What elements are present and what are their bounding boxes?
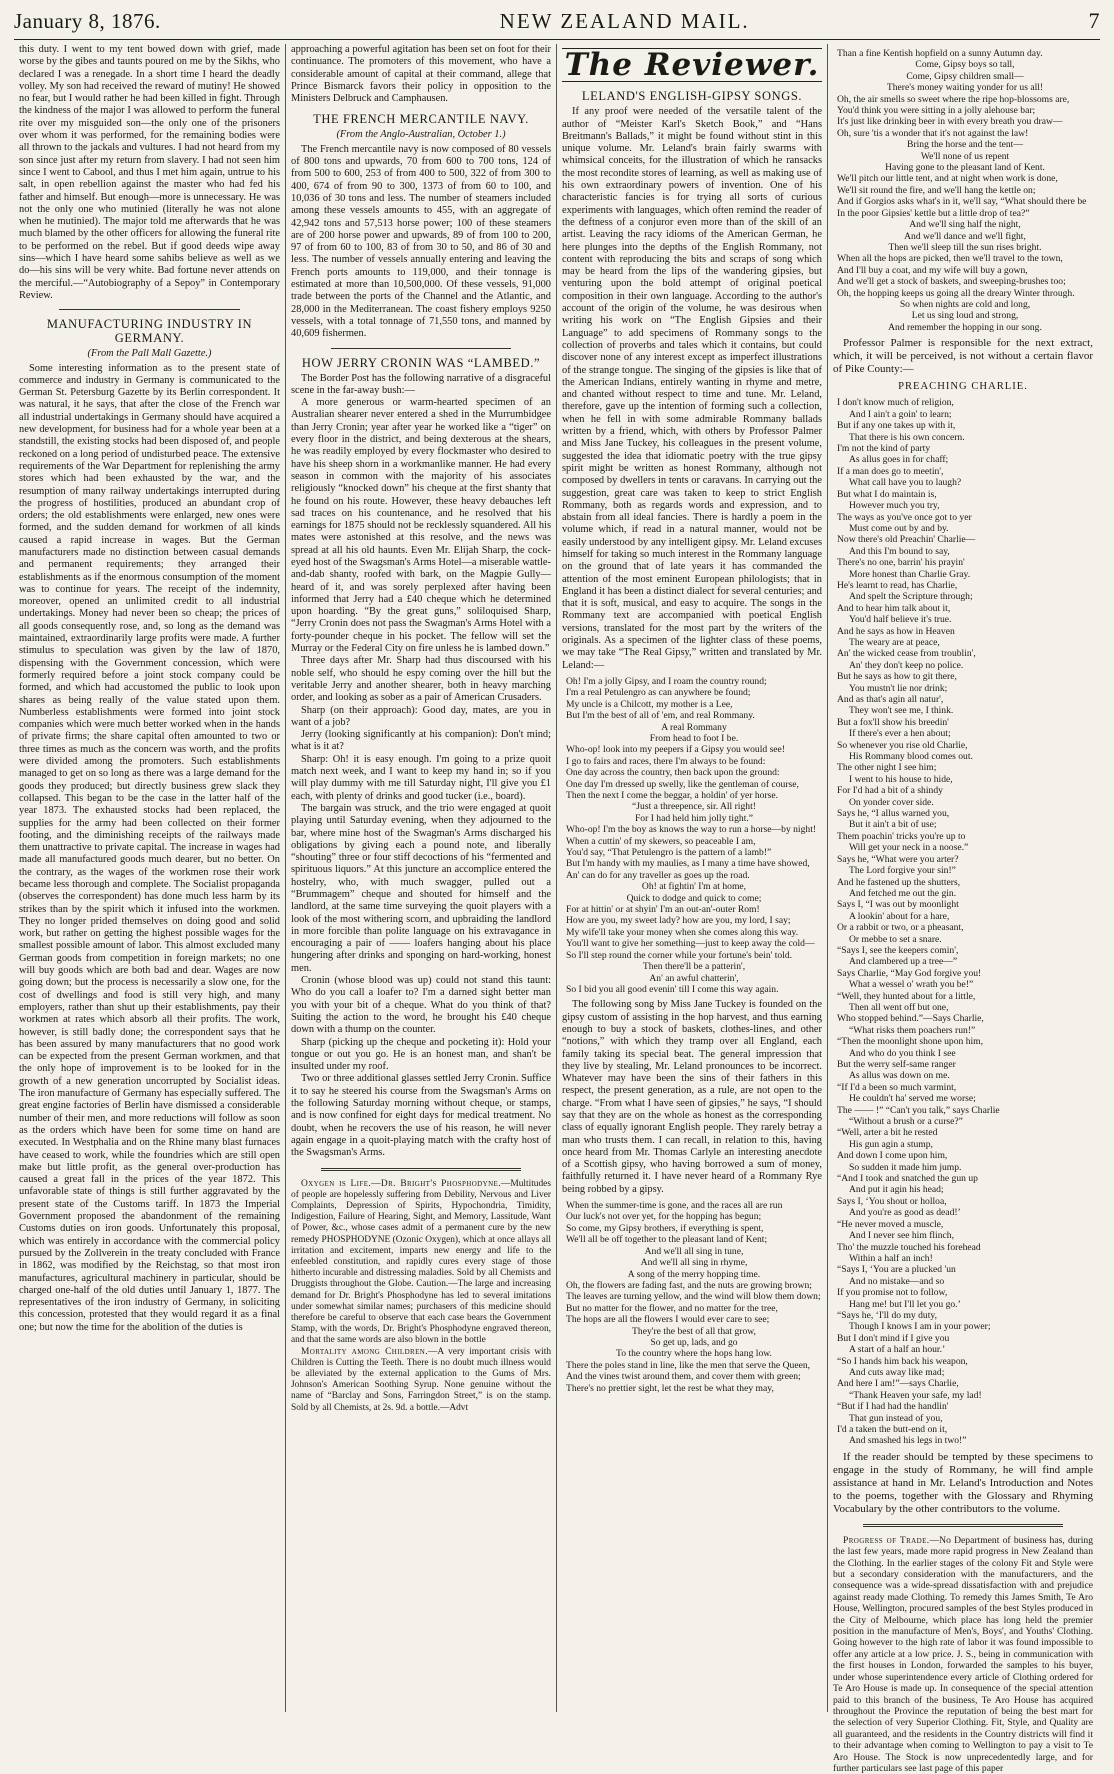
poem-line: Then we'll sleep till the sun rises bright.	[888, 241, 1042, 253]
poem-line: So get up, lads, and go	[650, 1336, 738, 1348]
poem-line: Hang me! but I'll let you go.’	[849, 1298, 961, 1310]
poem-line: And the vines twist around them, and cover them with green;	[566, 1371, 801, 1383]
poem-line: What a wessel o' wrath you be!”	[849, 979, 974, 991]
poem-line: But no matter for the flower, and no matter for the tree,	[566, 1302, 778, 1314]
article-body: If any proof were needed of the versatile talent of the author of “Meister Karl's Sketch Book,” and “Hans Breitmann's Ballads,” it might be found without stint in this unique volume. Mr. Leland's brain fairly swarms with whimsical conceits, for the illustration of which he ransacks the most recondite stores of learning, as well as making use of his own extraordinary powers of invention. One of his characteristic fancies is for trying all sorts of curious experiments with languages, which often remind the reader of the deftness of a conjuror even more than of the skill of an artist. Leaving the racy idioms of the American German, he here plunges into the depths of the English Rommany, not content with reproducing the bits and scraps of song which may be heard from the lips of the wandering gipsies, but venturing upon the bold attempt of original poetical composition in their own language. According to the author's account of the origin of the volume, he was desirous when writing his work on “The English Gipsies and their Language” to add specimens of Rommany songs to the collection of proverbs and tales which it contains, but could discover none of any interest except as imperfect illustrations of the strange tongue. The singing of the gipsies is like that of the American Indians, entirely wanting in rhyme and metre, and chanted without respect to time and tune. Mr. Leland, therefore, gave up the intention of forming such a collection, when he fell in with some admirable Rommany ballads written by a friend, which, with others by Professor Palmer and Miss Jane Tuckey, his colleagues in the present volume, suggested the idea that idiomatic poetry with the true gipsy spirit might be written as honest Rommany, although not composed by dwellers in tents or caravans. In carrying out the suggestion, great care was taken to keep to strict English Rommany, both as regards words and expression, and to abstain from all ideal fancies. There is hardly a poem in the volume which, if read in a natural manner, would not be easily understood by any intelligent gipsy. Mr. Leland excuses himself for taking so much interest in the Rommany language on the ground that of late years it has commanded the attention of the most eminent European philologists; that in England it has been a distinct dialect for several centuries; and that it is soft, musical, and easy to acquire. The songs in the Rommany text are accompanied with poetical English versions, translated for the most part by the writers of the originals. As a specimen of the lighter class of these poems, we may take “The Real Gipsy,” written and translated by Mr. Leland:—	[562, 106, 822, 671]
advert-text: —Multitudes of people are hopelessly suffering from Debility, Nervous and Liver Complaints, Depression of Spirits, Hypochondria, Timidity, Indigestion, Failure of Hearing, Sight, and Memory, Lassitude, Want of Power, &c., whose cases admit of a permanent cure by the new remedy PHOSPHODYNE (Ozonic Oxygen), which at once allays all irritation and excitement, imparts new energy and life to the enfeebled constitution, and rapidly cures every stage of those hitherto incurable and distressing maladies. Sold by all Chemists and Druggists throughout the Globe. Caution.—The large and increasing demand for Dr. Bright's Phosphodyne has led to several imitations under somewhat similar names; purchasers of this medicine should therefore be careful to observe that each case bears the Government Stamp, with the words, Dr. Bright's Phosphodyne engraved thereon, and that the same words are also blown in the bottle	[291, 1178, 551, 1346]
advertisement-te-aro-house	[833, 1535, 1093, 1774]
poem-line: And smashed his legs in two!”	[849, 1435, 967, 1447]
poem-line: And we'll all sing in tune,	[644, 1245, 744, 1257]
poem-line: And if Gorgios asks what's in it, we'll say, “What should there be	[837, 196, 1087, 208]
column-3	[556, 44, 827, 1712]
poem-line: They're the best of all that grow,	[632, 1325, 756, 1337]
poem-line: Or a rabbit or two, or a pheasant,	[837, 922, 964, 934]
poem-line: They won't see me, I think.	[849, 705, 954, 717]
poem-line: We'll pitch our little tent, and at night when work is done,	[837, 173, 1058, 185]
poem-line: When all the hops are picked, then we'll travel to the town,	[837, 253, 1063, 265]
poem-line: And I'll buy a coat, and my wife will buy a gown,	[837, 264, 1028, 276]
poem-line: You'll want to give her something—just to keep away the cold—	[566, 938, 815, 950]
poem-hopping-time	[566, 1200, 822, 1394]
poem-line: And here I am!”—says Charlie,	[837, 1378, 959, 1390]
poem-line: Though I knows I am in your power;	[849, 1321, 991, 1333]
poem-real-gipsy	[566, 676, 822, 995]
article-body: Cronin (whose blood was up) could not stand this taunt: Who do you call a loafer to? I'm a darned sight better man you with your bit of a cheque. What do you think of that? Suiting the action to the word, he brought his £40 cheque down with a thump on the counter.	[291, 975, 551, 1036]
poem-line: If you promise not to follow,	[837, 1287, 948, 1299]
poem-line: And this I'm bound to say,	[849, 545, 950, 557]
poem-line: For I had held him jolly tight.”	[634, 812, 754, 824]
poem-line: Who stopped behind.”—Says Charlie,	[837, 1013, 984, 1025]
poem-line: One day I'm dressed up swelly, like the gentleman of course,	[566, 778, 799, 790]
poem-line: So whenever you rise old Charlie,	[837, 739, 968, 751]
poem-line: And I never see him flinch,	[849, 1230, 954, 1242]
poem-line: “But if I had had the handlin'	[837, 1401, 949, 1413]
advert-heading: Mortality among Children.	[301, 1346, 429, 1357]
poem-line: Then the next I come the beggar, a holdin' of yer horse.	[566, 790, 779, 802]
article-body: If the reader should be tempted by these specimens to engage in the study of Rommany, he will find ample assistance at hand in Mr. Leland's Introduction and Notes to the poems, together with the Glossary and Rhyming Vocabulary by the other contributors to the volume.	[833, 1450, 1093, 1515]
poem-line: Will get your neck in a noose.”	[849, 842, 969, 854]
poem-line: A real Rommany	[661, 721, 727, 733]
poem-line: So sudden it made him jump.	[849, 1161, 962, 1173]
poem-line: Them poachin' tricks you're up to	[837, 830, 966, 842]
poem-line: Within a half an inch!	[849, 1252, 933, 1264]
poem-line: From head to foot I be.	[649, 732, 739, 744]
poem-line: An' the wicked cease from troublin',	[837, 648, 976, 660]
poem-line: Or mebbe to set a snare.	[849, 933, 942, 945]
poem-line: In the poor Gipsies' kettle but a little drop of tea?”	[837, 207, 1030, 219]
poem-line: Our luck's not over yet, for the hopping has begun;	[566, 1211, 762, 1223]
column-1	[14, 44, 285, 1712]
divider	[321, 1168, 521, 1171]
poem-line: Tho' the muzzle touched his forehead	[837, 1241, 981, 1253]
poem-line: My uncle is a Chilcott, my mother is a Lee,	[566, 698, 733, 710]
poem-line: I go to fairs and races, there I'm always to be found:	[566, 755, 766, 767]
poem-line: We'll sit round the fire, and we'll hang the kettle on;	[837, 184, 1036, 196]
poem-line: Now there's old Preachin' Charlie—	[837, 534, 976, 546]
poem-line: “Says he, ‘I'll do my duty,	[837, 1309, 937, 1321]
poem-line: What call have you to laugh?	[849, 477, 962, 489]
poem-line: When a cuttin' of my skewers, so peaceable I am,	[566, 835, 756, 847]
poem-line: More honest than Charlie Gray.	[849, 568, 971, 580]
poem-line: Says he, “I allus warned you,	[837, 808, 950, 820]
poem-line: Oh, the hopping keeps us going all the dreary Winter through.	[837, 287, 1075, 299]
poem-line: Says I, “I was out by moonlight	[837, 899, 959, 911]
advert-text: —A very important crisis with Children is Cutting the Teeth. There is no doubt much illness would be alleviated by the external application to the Gums of Mrs. Johnson's American Soothing Syrup. None genuine without the name of “Barclay and Sons, Farringdon Street,” is on the stamp. Sold by all Chemists, at 2s. 9d. a bottle.—Advt	[291, 1346, 552, 1413]
poem-line: The —— !” “Can't you talk,” says Charlie	[837, 1104, 1000, 1116]
poem-line: But he says as how to git there,	[837, 671, 957, 683]
column-2	[285, 44, 556, 1712]
article-body: Three days after Mr. Sharp had thus discoursed with his noble self, who should he espy coming over the hill but the veritable Jerry and another shearer, both in heavy marching order, and looking as sober as a pair of American Crusaders.	[291, 655, 551, 704]
poem-line: “Without a brush or a curse?”	[849, 1116, 963, 1128]
poem-line: Says he, “What were you arter?	[837, 853, 959, 865]
poem-line: You'd say, “That Petulengro is the pattern of a lamb!”	[566, 847, 772, 859]
source-line: (From the Pall Mall Gazette.)	[87, 348, 212, 360]
poem-line: And I ain't a goin' to learn;	[849, 408, 952, 420]
poem-line: If a man does go to meetin',	[837, 465, 944, 477]
poem-line: That gun instead of you,	[849, 1412, 943, 1424]
poem-line: But the werry self-same ranger	[837, 1059, 956, 1071]
poem-line: But I'm handy with my maulies, as I many a time have showed,	[566, 858, 810, 870]
advert-heading: Progress of Trade.	[843, 1534, 930, 1546]
issue-date: January 8, 1876.	[14, 9, 161, 33]
article-intro: The Border Post has the following narrative of a disgraceful scene in the far-away bush:—	[291, 372, 551, 396]
column-4	[827, 44, 1098, 1774]
poem-line: So come, my Gipsy brothers, if everything is spent,	[566, 1222, 764, 1234]
poem-line: There's no one, barrin' his prayin'	[837, 557, 965, 569]
divider	[59, 309, 240, 310]
poem-line: And as that's agin all natur',	[837, 694, 944, 706]
poem-line: A song of the merry hopping time.	[627, 1268, 761, 1280]
headline-jerry-cronin: HOW JERRY CRONIN WAS “LAMBED.”	[301, 355, 541, 370]
poem-line: He couldn't ha' served me worse;	[849, 1093, 976, 1105]
poem-line: I don't know much of religion,	[837, 397, 954, 409]
poem-line: So I bid you all good evenin' till I come this way again.	[566, 983, 779, 995]
poem-line: And spelt the Scripture through;	[849, 591, 973, 603]
poem-line: “Well, they hunted about for a little,	[837, 990, 976, 1002]
poem-line: My wife'll take your money when she comes along this way.	[566, 926, 799, 938]
poem-line: It's just like drinking beer in with every breath you draw—	[837, 116, 1063, 128]
poem-line: When the summer-time is gone, and the races all are run	[566, 1200, 783, 1212]
poem-line: So I'll step round the corner while your fortune's bein' told.	[566, 949, 793, 961]
article-body: Some interesting information as to the present state of commerce and industry in Germany is communicated to the German St. Petersburg Gazette by its Berlin correspondent. It was natural, it he says, that after the close of the French war all industrial undertakings in Germany should have acquired a new development, for business had for a whole year been at a standstill, the existing stocks had been disposed of, and people reckoned on a long period of undisturbed peace. The extensive requirements of the War Department for replenishing the army stores which had been exhausted by the war, and the resumption of many railway undertakings interrupted during the progress of hostilities, produced an abundant crop of orders; the old establishments were enlarged, new ones were formed, and the sudden demand for workmen of all kinds caused a rapid increase in wages. But the German manufacturers made no distinction between casual demands and permanent requirements; they arranged their establishments as if the enormous consumption of the moment was to continue for years. The receipt of the indemnity, moreover, opened an unlimited credit to all industrial undertakings. Money had never been so cheap; the prices of all goods consequently rose, and, so long as the demand was maintained, extraordinarily large profits were made. A further stimulus to speculation was given by the law of 1870, dispensing with the Government concession, which were formerly required before a joint stock company could be formed, and which had accustomed the public to look upon shares as being really of the value stated upon them. Numberless establishments were formed into joint stock companies which were much better worked when in the hands of private firms; the share capital often amounted to two or three times as much as the concern was worth, and the profits were divided among the promoters. Such establishments managed to get on so long as there was a large demand for the goods they produced; but directly business grew slack they collapsed. This began to be the case in the latter half of the year 1873. The exhausted stocks had been replaced, the supplies for the army had been collected on their former footing, and the diminishing receipts of the railways made them unattractive to private capital. The increase in wages had made all manufactured goods much dearer, but no better. On the contrary, as the wages of the workmen rose their work became less thorough and complete. The Socialist propaganda (observes the correspondent) has done much less harm by its strikes than by the spirit which it infused into the workmen. They no longer prided themselves on doing good and solid work, but rather on getting the highest possible wages for the smallest possible amount of labor. This almost excluded many German goods from competition in foreign markets; no one will buy goods which are both bad and dear. Wages are now going down; but the process is necessarily a slow one, for the cost of dwellings and food is still very high, and many employers, rather than shut up their establishments, pay their workmen at rates which absorb all their profits. The work, however, is still badly done; the correspondent says that he has been assured by many manufacturers that no good work can be expected from the present German workmen, and that the only hope of improvement is to be looked for in the growth of a new generation uncorrupted by Socialist ideas. The iron manufacture of Germany has especially suffered. The great engine factories of Berlin have dismissed a considerable number of their men, and more reductions will follow as soon as the orders which have been for some time on hand are executed. In Westphalia and on the Rhine many blast furnaces have ceased to work, while the foundries which are still open make but little profit, as the general over-production has caused a great fall in the prices of the year 1872. This unfavorable state of things is still further aggravated by the present state of the Customs tariff. In 1873 the Imperial Government proposed the abandonment of the remaining Customs duties on iron goods. Unfortunately this proposal, which was entirely in accordance with the commercial policy pursued by the Zollverein in the treaty concluded with France in 1862, was modified by the Reichstag, so that most iron manufactures, agricultural machinery in particular, should be charged one-half of the old duties until January 1, 1877. The representatives of the iron industry of Germany, in soliciting this concession, protested that they would regard it as a final one; but now the time for the abolition of the duties is	[19, 362, 280, 1333]
article-body: approaching a powerful agitation has been set on foot for their continuance. The promoters of this movement, who have a considerable amount of capital at their command, allege that Prince Bismarck favors their policy in opposition to the Ministers Delbruck and Camphausen.	[291, 44, 551, 105]
poem-line: His Rommany blood comes out.	[849, 751, 973, 763]
article-body: The bargain was struck, and the trio were engaged at quoit playing until Saturday evening, when they adjourned to the bar, where mine host of the Swagman's Arms discharged his obligations by giving each a pound note, and liberally “shouting” three or four stiff decoctions of his “fermented and spirituous liquors.” At this juncture an accomplice entered the hostelry, who, with much swagger, pulled out a “Brummagem” cheque and shouted for himself and the landlord, at the same time surveying the quoit players with a look of the most withering scorn, and upbraiding the landlord in more forcible than polite language on his extravagance in encouraging a pair of —— loafers hanging about his place hungering after drinks and sponging on hard-working, honest men.	[291, 802, 551, 974]
article-body: Jerry (looking significantly at his companion): Don't mind; what is it at?	[291, 729, 551, 753]
poem-line: And to hear him talk about it,	[837, 602, 951, 614]
poem-line: And no mistake—and so	[849, 1275, 945, 1287]
poem-line: However much you try,	[849, 500, 940, 512]
poem-preaching-charlie	[837, 397, 1093, 1446]
poem-line: As allus goes in for chaff;	[849, 454, 949, 466]
article-body: The French mercantile navy is now composed of 80 vessels of 800 tons and upwards, 70 from 600 to 700 tons, 124 of from 500 to 600, 253 of from 400 to 500, 322 of from 300 to 400, 674 of from 90 to 300, 1373 of from 60 to 100, and 10,036 of 30 tons and less. The number of steamers included among these vessels amounts to 455, with an aggregate of 42,942 tons and 57,513 horse power; 100 of these steamers are of 200 horse power and upwards, 89 of from 100 to 200, 97 of from 60 to 100, 83 of from 30 to 50, and 86 of 30 and less. The number of vessels annually entering and leaving the French ports amounts to 119,000, and their tonnage is estimated at more than 10,500,000. Of these vessels, 91,000 trade between the ports of the Channel and the Atlantic, and 28,000 in the Mediterranean. The coast fishery employs 9250 vessels, with a total tonnage of 71,550 tons, and manned by 40,609 fishermen.	[291, 143, 551, 340]
article-body: Professor Palmer is responsible for the next extract, which, it will be perceived, is not without a certain flavor of Pike County:—	[833, 337, 1093, 376]
headline-gipsy-songs: LELAND'S ENGLISH-GIPSY SONGS.	[581, 89, 803, 104]
poem-line: An' can do for any traveller as goes up the road.	[566, 869, 750, 881]
poem-line: But what I do maintain is,	[837, 488, 937, 500]
section-title-reviewer: The Reviewer.	[562, 48, 822, 82]
advertisement-phosphodyne	[291, 1179, 551, 1347]
poem-line: The Lord forgive your sin!”	[849, 865, 956, 877]
poem-line: His gun agin a stump,	[849, 1138, 933, 1150]
poem-line: And he says as how in Heaven	[837, 625, 955, 637]
poem-line: The other night I see him;	[837, 762, 937, 774]
advert-text: —No Department of business has, during the last few years, made more rapid progress in New Zealand than the Clothing. In the earlier stages of the colony Fit and Style were but a secondary consideration with the manufacturers, and the consequence was a wide-spread dissatisfaction with and prejudice against ready made Clothing. To remedy this James Smith, Te Aro House, Wellington, procured samples of the best Styles produced in the City of Melbourne, which place has long held the premier position in the manufacture of Men's, Boys', and Youths' Clothing. Going however to the high rate of labor it was found impossible to offer any article at a low price. J. S., being in communication with the first houses in London, forwarded the samples to his buyer, under whose superintendence every article of Clothing ordered for Te Aro House is made up. In consequence of the special attention paid to this branch of the business, Te Aro House has acquired throughout the Province the reputation of being the best mart for the selection of very Superior Clothing. Fit, Style, and Quality are all guaranteed, and the residents in the Country districts will find it to their advantage when coming to Wellington to pay a visit to Te Aro House. The Stock is now unprecedentedly large, and for further particulars see last page of this paper	[833, 1534, 1093, 1774]
poem-line: As allus was down on me.	[849, 1070, 950, 1082]
poem-line: And clambered up a tree—”	[849, 956, 958, 968]
poem-line: If there's ever a hen about;	[849, 728, 951, 740]
poem-line: I'm a real Petulengro as can anywhere be found;	[566, 687, 751, 699]
poem-line: But I'm the best of all of 'em, and real Rommany.	[566, 710, 755, 722]
poem-line: Says Charlie, “May God forgive you!	[837, 967, 982, 979]
poem-line: And we'll dance and we'll fight,	[904, 230, 1026, 242]
poem-line: “If I'd a been so much varmint,	[837, 1081, 957, 1093]
poem-line: An' an awful chatterin',	[649, 972, 739, 984]
divider	[863, 1524, 1063, 1527]
poem-line: A start of a half an hour.’	[849, 1344, 946, 1356]
poem-line: For I'd had a bit of a shindy	[837, 785, 943, 797]
poem-line: I went to his house to hide,	[849, 773, 953, 785]
poem-line: “What risks them poachers run!”	[849, 1024, 976, 1036]
poem-line: A lookin' about for a hare,	[849, 910, 950, 922]
poem-line: He's learnt to read, has Charlie,	[837, 579, 958, 591]
headline-french-navy: THE FRENCH MERCANTILE NAVY.	[313, 112, 529, 127]
poem-line: Having gone to the pleasant land of Kent.	[885, 162, 1045, 174]
poem-line: Says I, ‘You shout or holloa,	[837, 1195, 947, 1207]
poem-line: Then all went off but one,	[849, 1001, 949, 1013]
poem-line: “Then the moonlight shone upon him,	[837, 1036, 984, 1048]
article-body: A more generous or warm-hearted specimen of an Australian shearer never entered a shed in the Murrumbidgee than Jerry Cronin; year after year he worked like a “tiger” on every floor in the district, and being dexterous at the shears, he was readily employed by every flockmaster who desired to have his sheep shorn in a workmanlike manner. He had every season in common with the majority of his associates religiously “knocked down” his cheque at the first shanty that he found on his route. However, these heavy debauches left sad traces on his countenance, and he resolved that his earnings for 1875 should not be recklessly squandered. All his mates were astonished at this resolve, and the news was spread at all his old haunts. Even Mr. Elijah Sharp, the cock-eyed host of the Swagsman's Arms Hotel—a miserable wattle-and-dab shanty, roofed with bark, on the Magpie Gully—heard of it, and was sorely perplexed after having been informed that Jerry had a £40 cheque which he determined upon hoarding. “By the great guns,” soliloquised Sharp, “Jerry Cronin does not pass the Swagman's Arms Hotel with a forty-pounder cheque in his pocket. The fellow will set the Murray or the Federal City on fire unless he is lambed down.”	[291, 397, 551, 655]
poem-line: Oh, sure 'tis a wonder that it's not against the law!	[837, 127, 1029, 139]
poem-line: There's no prettier sight, let the rest be what they may,	[566, 1382, 774, 1394]
poem-line: The hops are all the flowers I would ever care to see;	[566, 1314, 770, 1326]
poem-line: You'd think you were sitting in a jolly alehouse bar;	[837, 105, 1036, 117]
poem-line: And you're as good as dead!’	[849, 1207, 961, 1219]
article-body: Sharp (picking up the cheque and pocketing it): Hold your tongue or out you go. He is an honest man, and shan't be insulted under my roof.	[291, 1036, 551, 1073]
article-body: The following song by Miss Jane Tuckey is founded on the gipsy custom of assisting in the hop harvest, and thus earning enough to buy a stock of baskets, clothes-lines, and other “notions,” with which they tramp over all England, each family taking its special beat. The general impression that they live by stealing, Mr. Leland pronounces to be incorrect. Whatever may have been the sins of their fathers in this respect, the present generation, as a rule, are not open to the charge. “From what I have seen of gipsies,” he says, “I should say that they are on the whole as honest as the corresponding class of equally ignorant English people. They rarely betray a man who trusts them. I can recall, in relation to this, having once heard from Mr. Thomas Carlyle an interesting anecdote of a Scottish gipsy, who having borrowed a sum of money, faithfully returned it. I have never heard of a Rommany Rye being robbed by a gipsy.	[562, 999, 822, 1195]
poem-line: So when nights are cold and long,	[899, 298, 1031, 310]
poem-line: Come, Gipsy children small—	[906, 70, 1024, 82]
poem-line: Oh, the flowers are fading fast, and the nuts are growing brown;	[566, 1279, 812, 1291]
page-number: 7	[1088, 8, 1100, 33]
newspaper-title: NEW ZEALAND MAIL.	[499, 9, 750, 33]
divider	[331, 348, 511, 349]
poem-line: But I don't mind if I give you	[837, 1332, 950, 1344]
poem-line: And who do you think I see	[849, 1047, 956, 1059]
poem-line: “Thank Heaven your safe, my lad!	[849, 1389, 982, 1401]
poem-line: “Says I, see the keepers comin',	[837, 944, 959, 956]
headline-manufacturing-germany: MANUFACTURING INDUSTRY IN GERMANY.	[46, 317, 253, 346]
poem-line: And we'll get a stock of baskets, and sweeping-brushes too;	[837, 276, 1066, 288]
poem-line: Bring the horse and the tent—	[907, 139, 1023, 151]
poem-line: Must come out by and by.	[849, 522, 949, 534]
advertisement-soothing-syrup	[291, 1347, 551, 1414]
poem-line: And put it agin his head;	[849, 1184, 944, 1196]
poem-line: “Well, arter a bit he rested	[837, 1127, 938, 1139]
poem-line: But if any one takes up with it,	[837, 420, 956, 432]
poem-line: Oh! at fightin' I'm at home,	[641, 881, 747, 893]
poem-line: But a fox'll show his breedin'	[837, 716, 949, 728]
poem-line: “Just a threepence, sir. All right!	[632, 801, 756, 813]
poem-line: And remember the hopping in our song.	[888, 321, 1042, 333]
advert-heading: Oxygen is Life.—Dr. Bright's Phosphodyne.	[301, 1178, 501, 1189]
poem-line: How are you, my sweet lady? how are you, my lord, I say;	[566, 915, 791, 927]
poem-line: There's money waiting yonder for us all!	[886, 82, 1044, 94]
article-body: Sharp (on their approach): Good day, mates, are you in want of a job?	[291, 704, 551, 728]
poem-line: I'm not the kind of party	[837, 443, 931, 455]
poem-line: That there is his own concern.	[849, 431, 965, 443]
poem-line: The ways as you've once got to yer	[837, 511, 972, 523]
poem-line: Quick to dodge and quick to come;	[626, 892, 762, 904]
poem-line: “Says I, ‘You are a plucked 'un	[837, 1264, 956, 1276]
poem-line: Oh, the air smells so sweet where the ripe hop-blossoms are,	[837, 93, 1070, 105]
poem-line: On yonder cover side.	[849, 796, 934, 808]
poem-line: And we'll all sing in rhyme,	[640, 1257, 748, 1269]
poem-line: Then there'll be a patterin',	[642, 961, 746, 973]
poem-line: You'd half believe it's true.	[849, 614, 952, 626]
poem-title-preaching-charlie: PREACHING CHARLIE.	[898, 381, 1028, 393]
poem-line: But it ain't a bit of use;	[849, 819, 937, 831]
poem-line: For at hittin' or at shyin' I'm an out-an'-outer Rom!	[566, 904, 760, 916]
poem-line: Who-op! look into my peepers if a Gipsy you would see!	[566, 744, 786, 756]
poem-line: The leaves are turning yellow, and the wind will blow them down;	[566, 1291, 821, 1303]
poem-hopping-time-continued	[837, 48, 1093, 333]
poem-line: We'll all be off together to the pleasant land of Kent;	[566, 1234, 768, 1246]
poem-line: Than a fine Kentish hopfield on a sunny Autumn day.	[837, 48, 1043, 59]
poem-line: And fetched me out the gin.	[849, 887, 957, 899]
article-body: Two or three additional glasses settled Jerry Cronin. Suffice it to say he steered his course from the Swagsman's Arms on the following Saturday morning without cheque, or stamps, and is now confined for eight days for medical treatment. No doubt, when he recovers the use of his reason, he will never again engage in a quoit-playing match with the crafty host of the Swagsman's Arms.	[291, 1073, 551, 1159]
sepoy-article-end: this duty. I went to my tent bowed down with grief, made worse by the gibes and taunts poured on me by the Sikhs, who declared I was a renegade. In a short time I heard the deadly volley. My son had received the reward of mutiny! He showed no fear, but I would rather he had been killed in fight. Through the kindness of the major I was allowed to perform the funeral rite over my misguided son—the only one of the prisoners over whom it was performed, for the remaining bodies were all thrown to the jackals and vultures. I had not heard from my son since just after my return from slavery. I had not seen him since I went to Cabool, and thus I met him again, untrue to his salt, in open rebellion against the master who had fed his father and himself. But enough—more is unnecessary. He was not the only one who mutinied (literally he was not alone when he mutinied). The major told me afterwards that he was much blamed by the other officers for allowing the funeral rite to be performed on the rebel. But if good deeds wipe away sins—which I have heard some sahibs believe as well as we do—his sins will be very white. Bad fortune never attends on the merciful.—“Autobiography of a Sepoy” in Contemporary Review.	[19, 44, 280, 301]
poem-line: And cuts away like mad;	[849, 1366, 945, 1378]
poem-line: An' they don't keep no police.	[849, 659, 964, 671]
poem-line: “He never moved a muscle,	[837, 1218, 944, 1230]
poem-line: Oh! I'm a jolly Gipsy, and I roam the country round;	[566, 675, 767, 687]
poem-line: Come, Gipsy boys so tall,	[915, 59, 1015, 71]
poem-line: And he fastened up the shutters,	[837, 876, 961, 888]
poem-line: The weary are at peace,	[849, 636, 940, 648]
poem-line: I'd a taken the butt-end on it,	[837, 1424, 948, 1436]
article-body: Sharp: Oh! it is easy enough. I'm going to a prize quoit match next week, and I want to keep my hand in; so if you will play dummy with me till Saturday night, I'll give you £1 each, with plenty of drinks and good tucker (i.e., board).	[291, 753, 551, 802]
poem-line: To the country where the hops hang low.	[616, 1348, 772, 1360]
source-line: (From the Anglo-Australian, October 1.)	[336, 129, 506, 141]
poem-line: One day across the country, then back upon the ground:	[566, 767, 780, 779]
poem-line: And down I come upon him,	[837, 1150, 948, 1162]
poem-line: And we'll sing half the night,	[909, 219, 1021, 231]
poem-line: There the poles stand in line, like the men that serve the Queen,	[566, 1359, 811, 1371]
poem-line: Who-op! I'm the boy as knows the way to run a horse—by night!	[566, 824, 817, 836]
masthead	[14, 8, 1100, 40]
poem-line: We'll none of us repent	[920, 150, 1010, 162]
poem-line: You mustn't lie nor drink;	[849, 682, 948, 694]
poem-line: “And I took and snatched the gun up	[837, 1173, 978, 1185]
poem-line: Let us sing loud and strong,	[911, 310, 1019, 322]
poem-line: “So I hands him back his weapon,	[837, 1355, 968, 1367]
